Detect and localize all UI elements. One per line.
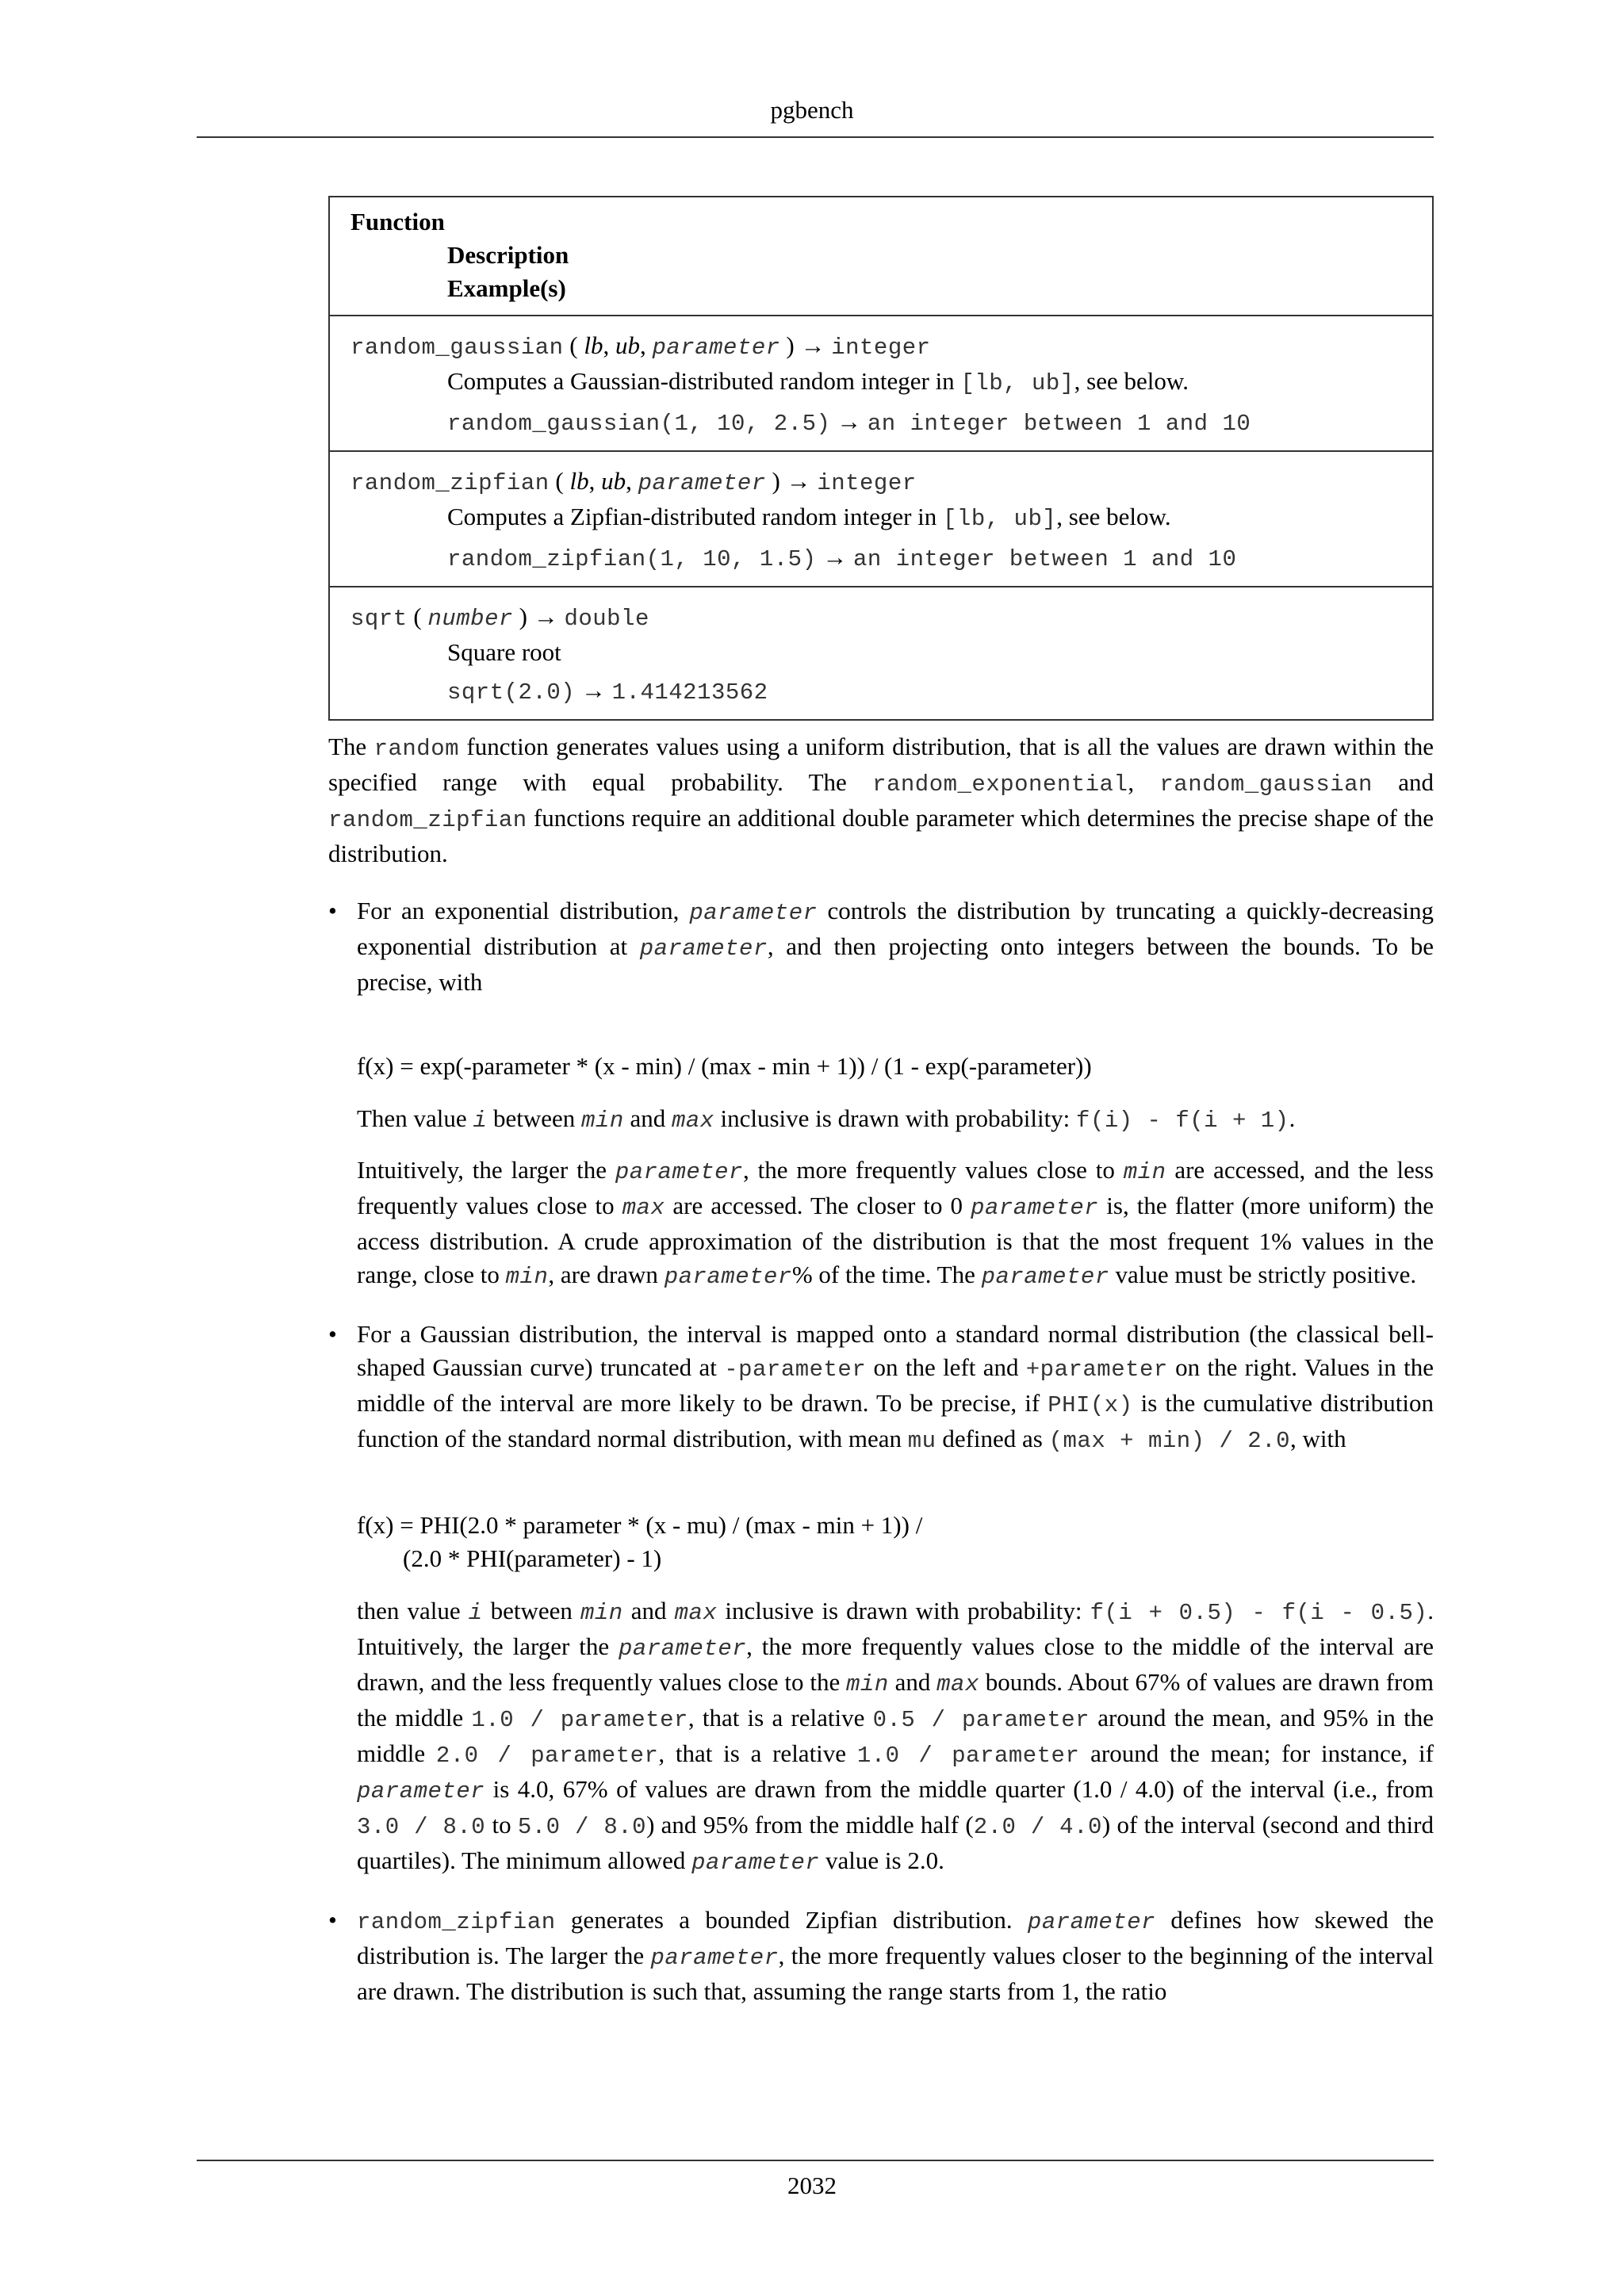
intro-paragraph: The random function generates values using a uniform distribution, that is all the values are drawn within the specified range with equal probability. The random_exponential, random_gaussian and random_zipfian functions require an additional double parameter which determines the precise shape of the distribution.: [328, 733, 1434, 867]
exponential-probability: Then value i between min and max inclusive is drawn with probability: f(i) - f(i + 1).: [357, 1104, 1296, 1134]
function-arg: ub: [601, 467, 626, 495]
list-item-exponential: [328, 894, 1434, 1294]
return-type: double: [564, 606, 649, 632]
footer-divider: [197, 2160, 1434, 2161]
inline-code: random_exponential: [872, 771, 1128, 798]
function-cell: [329, 587, 1433, 720]
inline-param: i: [468, 1600, 483, 1626]
inline-param: parameter: [639, 936, 768, 962]
example-result: an integer between 1 and 10: [852, 546, 1237, 572]
inline-code: random: [373, 736, 460, 762]
main-content: [328, 730, 1434, 2032]
function-cell: [329, 316, 1433, 451]
inline-param: parameter: [1027, 1909, 1156, 1935]
gaussian-formula-line-1: f(x) = PHI(2.0 * parameter * (x - mu) / (max - min + 1)) /: [357, 1511, 923, 1539]
inline-param: min: [846, 1671, 889, 1697]
gaussian-probability: then value i between min and max inclusive is drawn with probability: f(i + 0.5) - f(i - 0.5). Intuitively, the larger the parameter, the more frequently values close to the middle of the interval are drawn, and the less frequently values close to the min and max bounds. About 67% of values are drawn from the middle 1.0 / parameter, that is a relative 0.5 / parameter around the mean, and 95% in the middle 2.0 / parameter, that is a relative 1.0 / parameter around the mean; for instance, if parameter is 4.0, 67% of values are drawn from the middle quarter (1.0 / 4.0) of the interval (i.e., from 3.0 / 8.0 to 5.0 / 8.0) and 95% from the middle half (2.0 / 4.0) of the interval (second and third quartiles). The minimum allowed parameter value is 2.0.: [357, 1597, 1434, 1876]
function-description: Computes a Gaussian-distributed random integer in [lb, ub], see below.: [447, 367, 1189, 396]
gaussian-formula-line-2: (2.0 * PHI(parameter) - 1): [403, 1544, 662, 1572]
exponential-formula: f(x) = exp(-parameter * (x - min) / (max - min + 1)) / (1 - exp(-parameter)): [357, 1052, 1092, 1080]
inline-code: random_gaussian: [1159, 771, 1373, 798]
inline-code: PHI(x): [1048, 1392, 1133, 1418]
function-signature: random_gaussian ( lb, ub, parameter ) → integer: [350, 331, 931, 361]
example-result: 1.414213562: [611, 679, 768, 706]
function-cell: [329, 451, 1433, 587]
header-examples: Example(s): [447, 274, 566, 302]
inline-param: i: [473, 1108, 488, 1134]
function-signature: sqrt ( number ) → double: [350, 603, 649, 632]
header-function: Function: [350, 208, 445, 235]
inline-param: parameter: [691, 1850, 820, 1876]
inline-code: 1.0 / parameter: [471, 1707, 688, 1733]
return-type: integer: [817, 470, 917, 496]
header-description: Description: [447, 241, 569, 269]
inline-code: 1.0 / parameter: [856, 1743, 1080, 1769]
function-example: random_gaussian(1, 10, 2.5) → an integer between 1 and 10: [447, 408, 1251, 437]
function-name: random_gaussian: [350, 335, 564, 361]
inline-code: random_zipfian: [328, 807, 527, 833]
table-header-row: [329, 197, 1433, 316]
page-number: 2032: [787, 2172, 837, 2199]
function-signature: random_zipfian ( lb, ub, parameter ) → integer: [350, 467, 917, 496]
running-header: pgbench: [770, 96, 854, 124]
inline-code: f(i + 0.5) - f(i - 0.5): [1090, 1600, 1428, 1626]
list-item-gaussian: [328, 1318, 1434, 1880]
table-row: [329, 316, 1433, 451]
function-example: sqrt(2.0) → 1.414213562: [447, 676, 768, 706]
inline-param: min: [1123, 1159, 1166, 1185]
inline-param: parameter: [971, 1195, 1099, 1221]
table-row: [329, 451, 1433, 587]
function-description: Square root: [447, 638, 561, 666]
inline-param: max: [622, 1195, 665, 1221]
exponential-intuition: Intuitively, the larger the parameter, the more frequently values close to min are accessed, and the less frequently values close to max are accessed. The closer to 0 parameter is, the flatter (more uniform) the access distribution. A crude approximation of the distribution is that the most frequent 1% values in the range, close to min, are drawn parameter% of the time. The parameter value must be strictly positive.: [357, 1156, 1434, 1290]
distribution-list: [328, 894, 1434, 2008]
inline-param: min: [581, 1108, 624, 1134]
inline-param: parameter: [615, 1159, 743, 1185]
inline-code: [lb, ub]: [943, 506, 1057, 532]
inline-code: 2.0 / 4.0: [973, 1814, 1102, 1840]
function-name: random_zipfian: [350, 470, 550, 496]
list-item-zipfian: [328, 1904, 1434, 2008]
inline-code: 3.0 / 8.0: [357, 1814, 486, 1840]
inline-param: parameter: [981, 1264, 1109, 1290]
table-row: [329, 587, 1433, 720]
function-arg: number: [427, 606, 513, 632]
inline-code: 2.0 / parameter: [435, 1743, 659, 1769]
inline-param: parameter: [689, 900, 818, 926]
function-arg: ub: [615, 331, 640, 359]
inline-param: max: [674, 1600, 718, 1626]
gaussian-formula: [357, 1509, 1434, 1575]
inline-param: parameter: [619, 1636, 747, 1662]
function-table: [328, 196, 1434, 721]
inline-code: +parameter: [1025, 1357, 1168, 1383]
inline-param: max: [672, 1108, 714, 1134]
inline-code: mu: [907, 1428, 936, 1454]
zipfian-text: • random_zipfian generates a bounded Zipfian distribution. parameter defines how skewed the distribution is. The larger the parameter, the more frequently values closer to the beginning of the interval are drawn. The distribution is such that, assuming the range starts from 1, the ratio: [357, 1906, 1434, 2005]
function-arg: lb: [584, 331, 603, 359]
inline-code: 5.0 / 8.0: [517, 1814, 647, 1840]
header-divider: [197, 136, 1434, 138]
function-description: Computes a Zipfian-distributed random integer in [lb, ub], see below.: [447, 503, 1171, 532]
function-arg: parameter: [638, 470, 766, 496]
example-result: an integer between 1 and 10: [867, 411, 1251, 437]
function-example: random_zipfian(1, 10, 1.5) → an integer between 1 and 10: [447, 543, 1237, 572]
exponential-intro: • For an exponential distribution, parameter controls the distribution by truncating a quickly-decreasing exponential distribution at parameter, and then projecting onto integers between the bounds. To be precise, with: [357, 897, 1434, 996]
table-header-cell: [329, 197, 1433, 316]
inline-param: min: [580, 1600, 623, 1626]
example-code: sqrt(2.0): [447, 679, 576, 706]
example-code: random_gaussian(1, 10, 2.5): [447, 411, 831, 437]
return-type: integer: [831, 335, 931, 361]
inline-param: max: [936, 1671, 979, 1697]
inline-code: f(i) - f(i + 1): [1076, 1108, 1289, 1134]
function-arg: parameter: [652, 335, 780, 361]
inline-param: parameter: [664, 1264, 792, 1290]
function-arg: lb: [569, 467, 589, 495]
inline-code: (max + min) / 2.0: [1048, 1428, 1290, 1454]
function-name: sqrt: [350, 606, 408, 632]
inline-code: 0.5 / parameter: [872, 1707, 1090, 1733]
gaussian-intro: • For a Gaussian distribution, the interval is mapped onto a standard normal distribution (the classical bell-shaped Gaussian curve) truncated at -parameter on the left and +parameter on the right. Values in the middle of the interval are more likely to be drawn. To be precise, if PHI(x) is the cumulative distribution function of the standard normal distribution, with mean mu defined as (max + min) / 2.0, with: [357, 1320, 1434, 1454]
inline-param: parameter: [357, 1778, 485, 1804]
inline-code: -parameter: [724, 1357, 867, 1383]
inline-code: [lb, ub]: [960, 370, 1074, 396]
example-code: random_zipfian(1, 10, 1.5): [447, 546, 817, 572]
inline-param: min: [505, 1264, 549, 1290]
inline-param: parameter: [650, 1945, 779, 1971]
inline-code: random_zipfian: [357, 1909, 556, 1935]
